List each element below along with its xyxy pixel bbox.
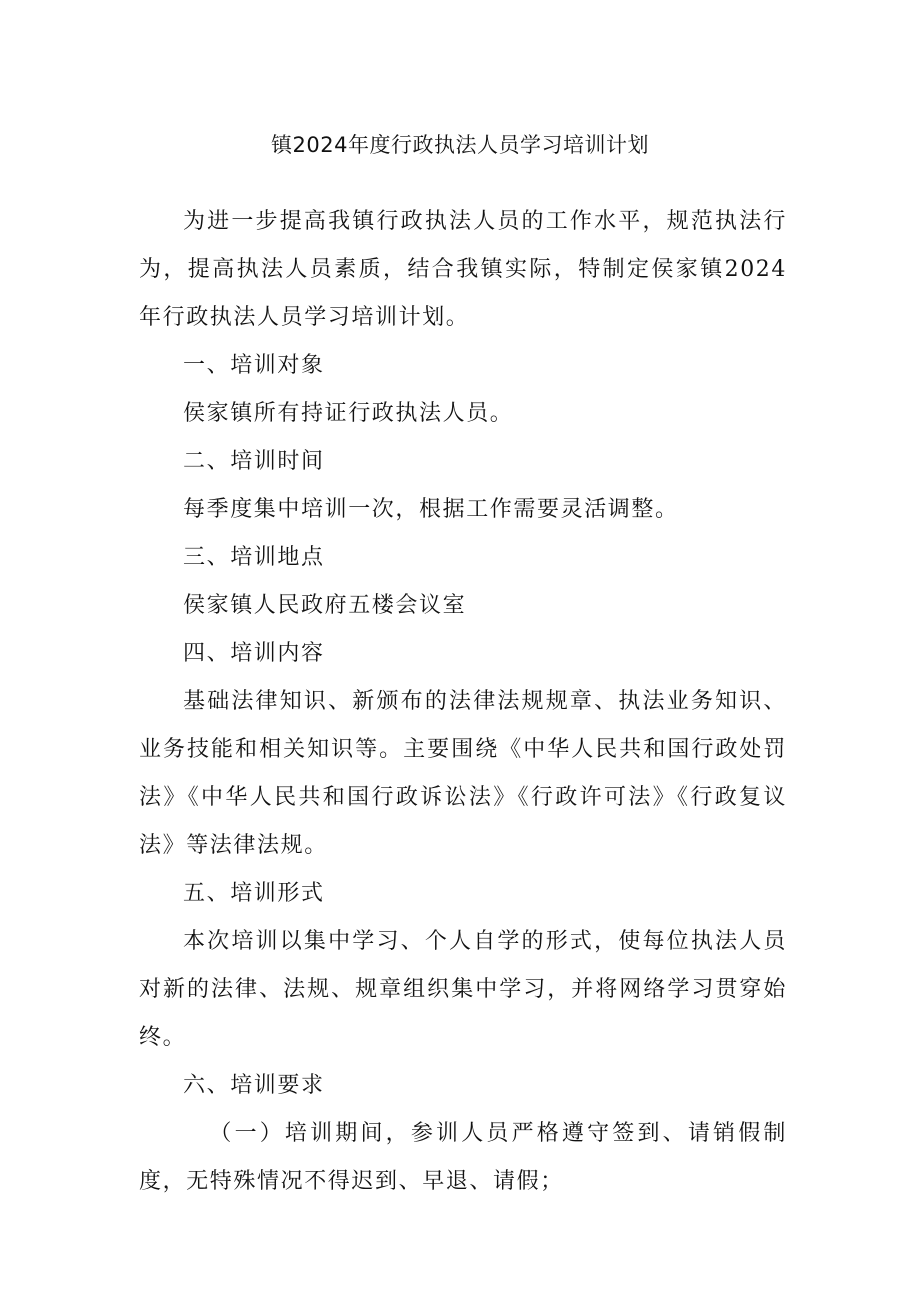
section-heading-training-requirements: 六、培训要求 [183,1073,325,1098]
training-target-paragraph: 侯家镇所有持证行政执法人员。 [183,401,514,426]
section-heading-training-content: 四、培训内容 [183,641,325,666]
training-location-paragraph: 侯家镇人民政府五楼会议室 [183,593,467,618]
section-heading-training-target: 一、培训对象 [183,353,325,378]
training-format-paragraph: 本次培训以集中学习、个人自学的形式，使每位执法人员对新的法律、法规、规章组织集中学习，并将网络学习贯穿始终。 [139,929,787,1050]
training-content-paragraph: 基础法律知识、新颁布的法律法规规章、执法业务知识、业务技能和相关知识等。主要围绕《中华人民共和国行政处罚法》《中华人民共和国行政诉讼法》《行政许可法》《行政复议法》等法律法规。 [139,689,787,858]
intro-paragraph: 为进一步提高我镇行政执法人员的工作水平，规范执法行为，提高执法人员素质，结合我镇实际，特制定侯家镇2024年行政执法人员学习培训计划。 [139,209,787,330]
document-body [139,198,787,1206]
section-heading-training-time: 二、培训时间 [183,449,325,474]
section-heading-training-location: 三、培训地点 [183,545,325,570]
document-title: 镇2024年度行政执法人员学习培训计划 [271,133,649,157]
requirement-item-1: （一）培训期间，参训人员严格遵守签到、请销假制度，无特殊情况不得迟到、早退、请假； [139,1121,787,1194]
section-heading-training-format: 五、培训形式 [183,881,325,906]
training-time-paragraph: 每季度集中培训一次，根据工作需要灵活调整。 [183,497,679,522]
